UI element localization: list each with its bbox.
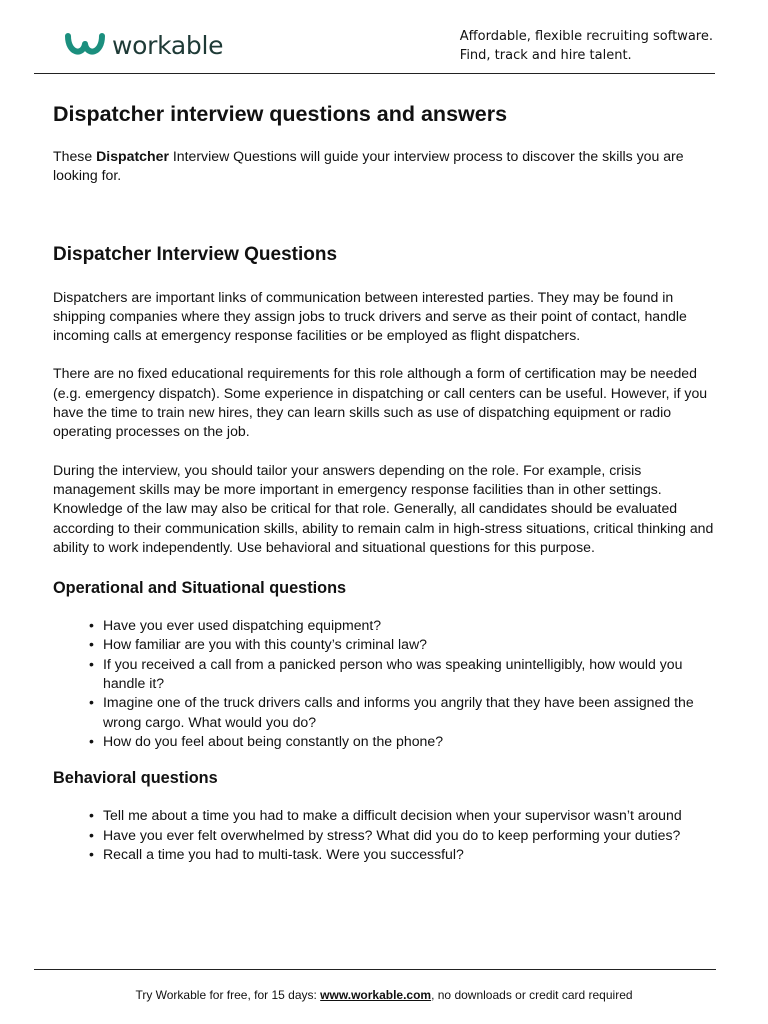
behavioral-questions-list	[53, 806, 718, 864]
tagline-line-1: Affordable, flexible recruiting software.	[459, 29, 713, 44]
footer-link-workable[interactable]: www.workable.com	[320, 988, 432, 1002]
bullet-icon: •	[89, 636, 94, 653]
paragraph-3: During the interview, you should tailor your answers depending on the role. For example, crisis management skills may be more important in emergency response facilities than in other settings. Knowledge of the law may also be critical for that role. Generally, all candidates should be evaluated according to their communication skills, ability to remain calm in high-stress situations, critical thinking and ability to work independently. Use behavioral and situational questions for this purpose.	[53, 461, 714, 555]
bullet-icon: •	[89, 694, 94, 711]
bullet-icon: •	[89, 617, 94, 634]
paragraph-2: There are no fixed educational requirements for this role although a form of certification may be needed (e.g. emergency dispatch). Some experience in dispatching or call centers can be useful. However, if you have the time to train new hires, they can learn skills such as use of dispatching equipment or radio operating processes on the job.	[53, 365, 708, 440]
operational-questions-heading: Operational and Situational questions	[53, 579, 347, 598]
page-title: Dispatcher interview questions and answers	[53, 102, 508, 126]
page-header	[34, 0, 715, 74]
list-item-text: How do you feel about being constantly on the phone?	[103, 732, 444, 749]
list-item	[53, 616, 718, 635]
page-footer	[0, 988, 768, 1002]
list-item-text: How familiar are you with this county’s criminal law?	[103, 636, 428, 653]
document-body	[53, 96, 718, 864]
list-item	[53, 655, 718, 694]
intro-bold-role: Dispatcher	[96, 148, 169, 164]
footer-divider	[34, 969, 716, 970]
intro-prefix: These	[53, 148, 97, 164]
list-item	[53, 693, 718, 732]
logo-text: workable	[112, 30, 224, 60]
bullet-icon: •	[89, 807, 94, 824]
list-item-text: Tell me about a time you had to make a difficult decision when your supervisor wasn’t around	[103, 807, 682, 824]
workable-logo[interactable]	[64, 28, 223, 62]
list-item	[53, 732, 718, 751]
list-item-text: Have you ever used dispatching equipment?	[103, 617, 382, 634]
paragraph-1: Dispatchers are important links of communication between interested parties. They may be found in shipping companies where they assign jobs to truck drivers and serve as their point of contact, handle incoming calls at emergency response facilities or be employed as flight dispatchers.	[53, 288, 687, 344]
header-tagline	[460, 27, 713, 65]
list-item-text: Recall a time you had to multi-task. Were you successful?	[103, 845, 464, 862]
list-item-text: Imagine one of the truck drivers calls and informs you angrily that they have been assigned the wrong cargo. What would you do?	[103, 694, 694, 730]
footer-prefix: Try Workable for free, for 15 days:	[135, 988, 321, 1002]
list-item-text: Have you ever felt overwhelmed by stress? What did you do to keep performing your duties?	[103, 826, 681, 843]
section-title: Dispatcher Interview Questions	[53, 243, 338, 265]
behavioral-questions-heading: Behavioral questions	[53, 769, 218, 788]
intro-paragraph	[53, 147, 718, 186]
bullet-icon: •	[89, 655, 94, 672]
workable-logo-icon	[64, 30, 106, 60]
bullet-icon: •	[89, 845, 94, 862]
list-item	[53, 635, 718, 654]
list-item	[53, 845, 718, 864]
bullet-icon: •	[89, 826, 94, 843]
intro-suffix: Interview Questions will guide your interview process to discover the skills you are looking for.	[53, 148, 684, 184]
tagline-line-2: Find, track and hire talent.	[459, 48, 632, 63]
operational-questions-list	[53, 616, 718, 751]
list-item	[53, 806, 718, 825]
bullet-icon: •	[89, 732, 94, 749]
footer-suffix: , no downloads or credit card required	[431, 988, 633, 1002]
list-item	[53, 826, 718, 845]
list-item-text: If you received a call from a panicked person who was speaking unintelligibly, how would you handle it?	[103, 655, 683, 692]
